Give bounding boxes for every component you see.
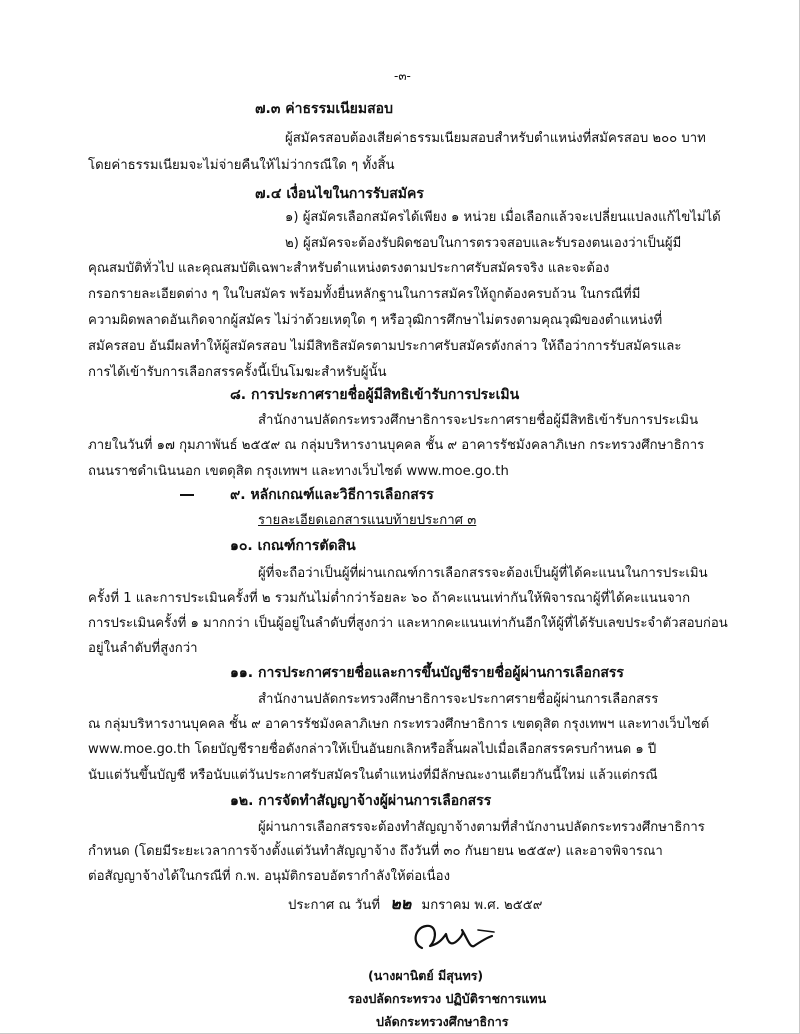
signatory-organization: ปลัดกระทรวงศึกษาธิการ [376,1014,509,1029]
section-12-line: ต่อสัญญาจ้างได้ในกรณีที่ ก.พ. อนุมัติกรอบอัตรากำลังให้ต่อเนื่อง [88,869,451,884]
section-12-line: กำหนด (โดยมีระยะเวลาการจ้างตั้งแต่วันทำสัญญาจ้าง ถึงวันที่ ๓๐ กันยายน ๒๕๕๙) และอาจพิจารณา [88,844,663,859]
signatory-position: รองปลัดกระทรวง ปฏิบัติราชการแทน [348,991,547,1006]
section-10-line: ผู้ที่จะถือว่าเป็นผู้ที่ผ่านเกณฑ์การเลือกสรรจะต้องเป็นผู้ที่ได้คะแนนในการประเมิน [258,566,708,581]
margin-dash-mark [180,494,194,496]
announcement-prefix: ประกาศ ณ วันที่ [288,898,381,913]
page-number: -๓- [394,69,411,83]
section-9-heading: ๙. หลักเกณฑ์และวิธีการเลือกสรร [230,487,434,503]
announcement-month-year: มกราคม พ.ศ. ๒๕๕๙ [421,898,543,913]
section-7-4-line: ๑) ผู้สมัครเลือกสมัครได้เพียง ๑ หน่วย เมื่อเลือกแล้วจะเปลี่ยนแปลงแก้ไขไม่ได้ [285,210,721,225]
signature-mark [408,918,500,958]
section-7-4-heading: ๗.๔ เงื่อนไขในการรับสมัคร [255,186,424,202]
section-7-4-line: กรอกรายละเอียดต่าง ๆ ในใบสมัคร พร้อมทั้งยื่นหลักฐานในการสมัครให้ถูกต้องครบถ้วน ในกรณีที่มี [88,287,641,302]
section-12-line: ผู้ผ่านการเลือกสรรจะต้องทำสัญญาจ้างตามที่สำนักงานปลัดกระทรวงศึกษาธิการ [258,820,705,835]
section-8-line: ภายในวันที่ ๑๗ กุมภาพันธ์ ๒๕๕๙ ณ กลุ่มบริหารงานบุคคล ชั้น ๙ อาคารรัชมังคลาภิเษก กระทรวงศึกษาธิการ [88,438,705,453]
section-8-heading: ๘. การประกาศรายชื่อผู้มีสิทธิเข้ารับการประเมิน [230,387,520,403]
section-7-4-line: ๒) ผู้สมัครจะต้องรับผิดชอบในการตรวจสอบและรับรองตนเองว่าเป็นผู้มี [285,236,682,251]
section-7-4-line: การได้เข้ารับการเลือกสรรครั้งนี้เป็นโมฆะสำหรับผู้นั้น [88,365,387,380]
section-7-3-heading: ๗.๓ ค่าธรรมเนียมสอบ [255,101,393,117]
section-10-line: อยู่ในลำดับที่สูงกว่า [88,641,198,656]
section-9-line: รายละเอียดเอกสารแนบท้ายประกาศ ๓ [258,513,477,528]
section-7-3-line: ผู้สมัครสอบต้องเสียค่าธรรมเนียมสอบสำหรับตำแหน่งที่สมัครสอบ ๒๐๐ บาท [285,131,706,146]
section-10-line: ครั้งที่ 1 และการประเมินครั้งที่ ๒ รวมกันไม่ต่ำกว่าร้อยละ ๖๐ ถ้าคะแนนเท่ากันให้พิจารณาผู้ที่ได้คะแนนจาก [88,591,691,606]
section-8-line: สำนักงานปลัดกระทรวงศึกษาธิการจะประกาศรายชื่อผู้มีสิทธิเข้ารับการประเมิน [258,413,699,428]
announcement-day: ๒๒ [390,894,412,913]
section-11-heading: ๑๑. การประกาศรายชื่อและการขึ้นบัญชีรายชื่อผู้ผ่านการเลือกสรร [230,665,624,681]
section-11-line: ณ กลุ่มบริหารงานบุคคล ชั้น ๙ อาคารรัชมังคลาภิเษก กระทรวงศึกษาธิการ เขตดุสิต กรุงเทพฯ และทางเว็บไซต์ [88,717,710,732]
section-11-line: สำนักงานปลัดกระทรวงศึกษาธิการจะประกาศรายชื่อผู้ผ่านการเลือกสรร [258,692,659,707]
section-11-line: นับแต่วันขึ้นบัญชี หรือนับแต่วันประกาศรับสมัครในตำแหน่งที่มีลักษณะงานเดียวกันนี้ใหม่ แล้วแต่กรณี [88,768,658,783]
announcement-date [288,892,542,917]
section-11-line: www.moe.go.th โดยบัญชีรายชื่อดังกล่าวให้เป็นอันยกเลิกหรือสิ้นผลไปเมื่อเลือกสรรครบกำหนด ๑ ปี [88,742,657,757]
section-7-4-line: คุณสมบัติทั่วไป และคุณสมบัติเฉพาะสำหรับตำแหน่งตรงตามประกาศรับสมัครจริง และจะต้อง [88,261,610,276]
signatory-name: (นางผานิตย์ มีสุนทร) [368,968,484,983]
section-10-heading: ๑๐. เกณฑ์การตัดสิน [230,538,356,554]
section-8-line: ถนนราชดำเนินนอก เขตดุสิต กรุงเทพฯ และทางเว็บไซต์ www.moe.go.th [88,464,509,479]
section-7-4-line: ความผิดพลาดอันเกิดจากผู้สมัคร ไม่ว่าด้วยเหตุใด ๆ หรือวุฒิการศึกษาไม่ตรงตามคุณวุฒิของตำแหน่งที่ [88,313,663,328]
section-7-3-line: โดยค่าธรรมเนียมจะไม่จ่ายคืนให้ไม่ว่ากรณีใด ๆ ทั้งสิ้น [88,158,395,173]
section-7-4-line: สมัครสอบ อันมีผลทำให้ผู้สมัครสอบ ไม่มีสิทธิสมัครตามประกาศรับสมัครดังกล่าว ให้ถือว่าการรับสมัครและ [88,339,682,354]
section-12-heading: ๑๒. การจัดทำสัญญาจ้างผู้ผ่านการเลือกสรร [230,793,492,809]
section-10-line: การประเมินครั้งที่ ๑ มากกว่า เป็นผู้อยู่ในลำดับที่สูงกว่า และหากคะแนนเท่ากันอีกให้ผู้ที่ได้รับเลขประจำตัวสอบก่อน [88,616,728,631]
